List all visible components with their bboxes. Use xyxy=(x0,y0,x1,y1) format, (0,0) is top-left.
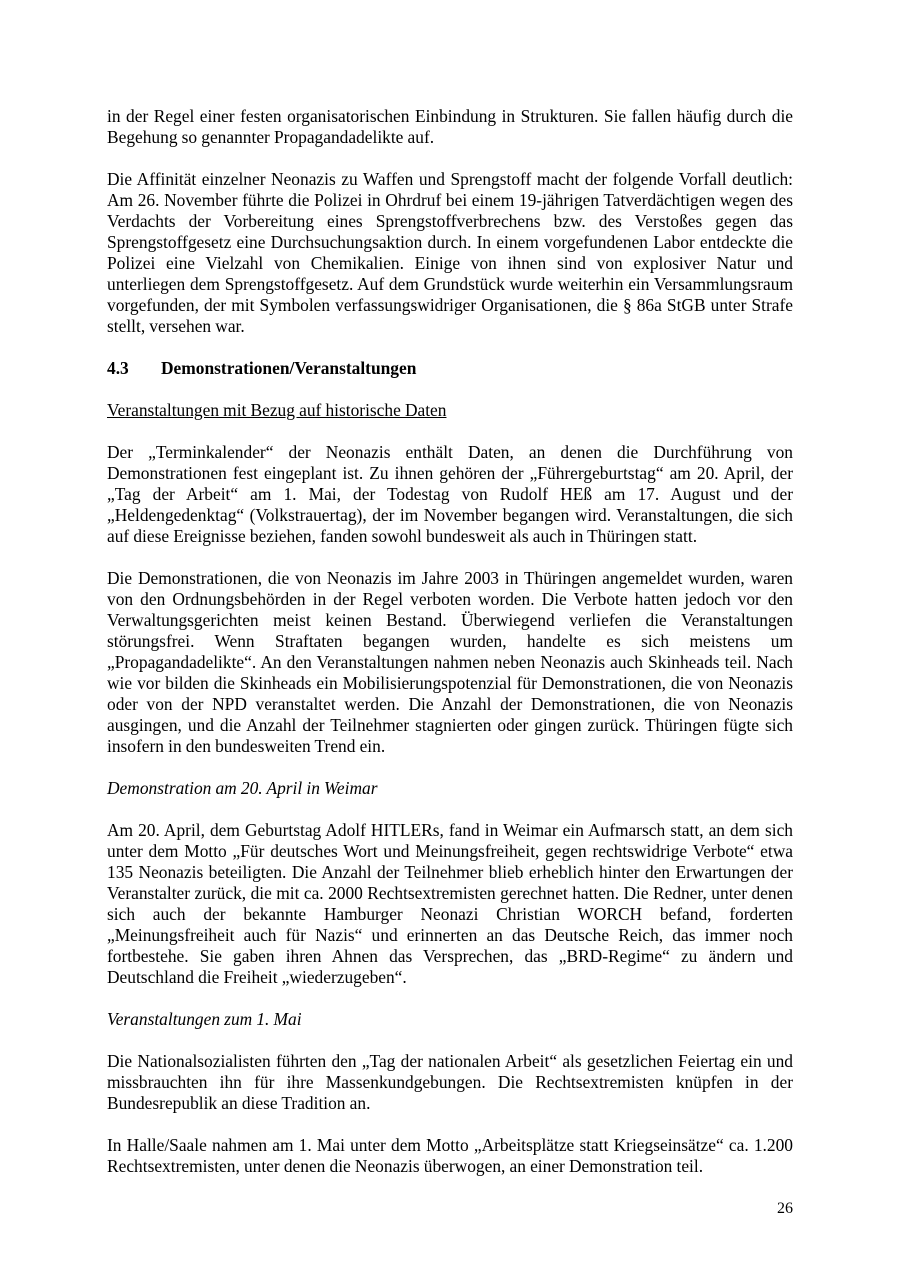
page-number: 26 xyxy=(777,1200,793,1217)
paragraph-organisational: in der Regel einer festen organisatorischen Einbindung in Strukturen. Sie fallen häufig durch die Begehung so genannter Propagandadelikte auf. xyxy=(107,106,793,147)
paragraph-halle: In Halle/Saale nahmen am 1. Mai unter dem Motto „Arbeitsplätze statt Kriegseinsätze“ ca. 1.200 Rechtsextremisten, unter denen die Neonazis überwogen, an einer Demonstration teil. xyxy=(107,1135,793,1176)
paragraph-may-day-tradition: Die Nationalsozialisten führten den „Tag der nationalen Arbeit“ als gesetzlichen Feiertag ein und missbrauchten ihn für ihre Massenkundgebungen. Die Rechtsextremisten knüpfen in der Bundesrepublik an diese Tradition an. xyxy=(107,1051,793,1113)
paragraph-weimar: Am 20. April, dem Geburtstag Adolf HITLERs, fand in Weimar ein Aufmarsch statt, an dem sich unter dem Motto „Für deutsches Wort und Meinungsfreiheit, gegen rechtswidrige Verbote“ etwa 135 Neonazis beteiligten. Die Anzahl der Teilnehmer blieb erheblich hinter den Erwartungen der Veranstalter zurück, die mit ca. 2000 Rechtsextremisten gerechnet hatten. Die Redner, unter denen sich auch der bekannte Hamburger Neonazi Christian WORCH befand, forderten „Meinungsfreiheit auch für Nazis“ und erinnerten an das Deutsche Reich, das immer noch fortbestehe. Sie gaben ihren Ahnen das Versprechen, das „BRD-Regime“ zu ändern und Deutschland die Freiheit „wiederzugeben“. xyxy=(107,820,793,987)
subheading-weimar: Demonstration am 20. April in Weimar xyxy=(107,778,378,798)
paragraph-calendar: Der „Terminkalender“ der Neonazis enthält Daten, an denen die Durchführung von Demonstrationen fest eingeplant ist. Zu ihnen gehören der „Führergeburtstag“ am 20. April, der „Tag der Arbeit“ am 1. Mai, der Todestag von Rudolf HEß am 17. August und der „Heldengedenktag“ (Volkstrauertag), der im November begangen wird. Veranstaltungen, die sich auf diese Ereignisse beziehen, fanden sowohl bundesweit als auch in Thüringen statt. xyxy=(107,442,793,546)
section-title: Demonstrationen/Veranstaltungen xyxy=(161,358,417,378)
subheading-may-day: Veranstaltungen zum 1. Mai xyxy=(107,1009,302,1029)
section-number: 4.3 xyxy=(107,358,129,378)
section-heading xyxy=(107,358,793,379)
subheading-historic-dates: Veranstaltungen mit Bezug auf historische Daten xyxy=(107,400,447,420)
paragraph-weapons-incident: Die Affinität einzelner Neonazis zu Waffen und Sprengstoff macht der folgende Vorfall deutlich: Am 26. November führte die Polizei in Ohrdruf bei einem 19-jährigen Tatverdächtigen wegen des Verdachts der Vorbereitung eines Sprengstoffverbrechens bzw. des Verstoßes gegen das Sprengstoffgesetz eine Durchsuchungsaktion durch. In einem vorgefundenen Labor entdeckte die Polizei eine Vielzahl von Chemikalien. Einige von ihnen sind von explosiver Natur und unterliegen dem Sprengstoffgesetz. Auf dem Grundstück wurde weiterhin ein Versammlungsraum vorgefunden, der mit Symbolen verfassungswidriger Organisationen, die § 86a StGB unter Strafe stellt, versehen war. xyxy=(107,169,793,336)
paragraph-demonstrations-2003: Die Demonstrationen, die von Neonazis im Jahre 2003 in Thüringen angemeldet wurden, waren von den Ordnungsbehörden in der Regel verboten worden. Die Verbote hatten jedoch vor den Verwaltungsgerichten meist keinen Bestand. Überwiegend verliefen die Veranstaltungen störungsfrei. Wenn Straftaten begangen wurden, handelte es sich meistens um „Propagandadelikte“. An den Veranstaltungen nahmen neben Neonazis auch Skinheads teil. Nach wie vor bilden die Skinheads ein Mobilisierungspotenzial für Demonstrationen, die von Neonazis oder von der NPD veranstaltet werden. Die Anzahl der Demonstrationen, die von Neonazis ausgingen, und die Anzahl der Teilnehmer stagnierten oder gingen zurück. Thüringen fügte sich insofern in den bundesweiten Trend ein. xyxy=(107,568,793,756)
document-page xyxy=(107,106,793,1177)
